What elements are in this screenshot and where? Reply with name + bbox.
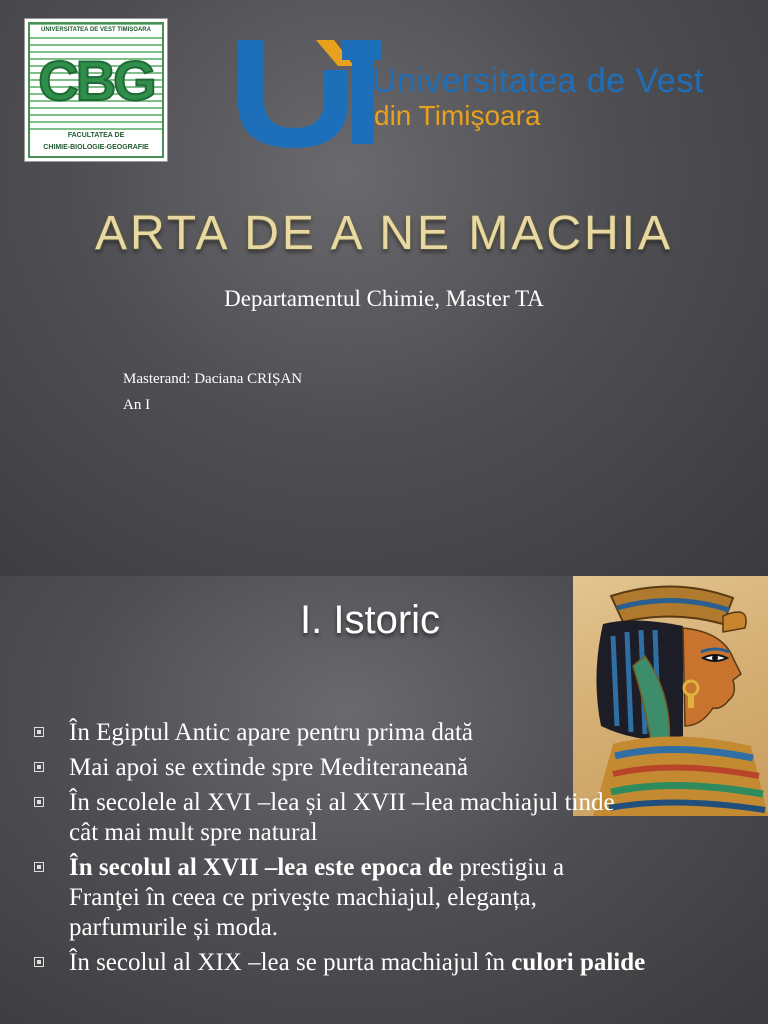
presentation-subtitle: Departamentul Chimie, Master TA (224, 286, 544, 311)
bullet-square-icon (34, 862, 44, 872)
bullet-egypt (34, 718, 768, 748)
cbg-faculty-logo (24, 18, 168, 162)
cbg-logo-bottom-text (30, 130, 162, 154)
cbg-logo-frame (28, 22, 164, 158)
bullet-19th-century (34, 948, 649, 978)
history-slide (0, 576, 768, 1024)
bullet-text: Mai apoi se extinde spre Mediteraneană (69, 754, 469, 781)
uvt-name-line2: din Timişoara (374, 100, 541, 131)
bullet-bold-text: culori palide (511, 949, 646, 976)
section-title: I. Istoric (300, 598, 441, 642)
author-name: Masterand: Daciana CRIȘAN (123, 371, 303, 387)
bullet-square-icon (34, 797, 44, 807)
cbg-logo-bottom-line2: CHIMIE-BIOLOGIE-GEOGRAFIE (43, 144, 149, 151)
author-year: An I (123, 397, 151, 413)
bullet-lead: În secolul al XIX –lea se purta machiajul în (69, 949, 505, 976)
bullet-square-icon (34, 727, 44, 737)
uvt-logo-t-stem (352, 40, 374, 144)
bullet-text: În Egiptul Antic apare pentru prima dată (69, 719, 474, 746)
bullet-square-icon (34, 762, 44, 772)
cbg-logo-bottom-line1: FACULTATEA DE (67, 132, 125, 139)
bullet-bold-lead: În secolul al XVII –lea este epoca de (69, 854, 453, 881)
bullet-text: prestigiu a Franţei în ceea ce priveşte machiajul, eleganța, parfumurile și moda. (69, 854, 565, 941)
bullet-text: În secolele al XVI –lea și al XVII –lea machiajul tinde cât mai mult spre natural (69, 789, 615, 846)
bullet-mediterranean (34, 753, 768, 783)
uvt-name-line1: Universitatea de Vest (372, 62, 704, 100)
author-block (123, 366, 302, 418)
presentation-title: ARTA DE A NE MACHIA (94, 207, 674, 260)
bullet-17th-century-france (34, 853, 629, 943)
bullet-square-icon (34, 957, 44, 967)
history-bullet-list (34, 718, 768, 983)
bullet-16th-17th-century (34, 788, 629, 848)
cbg-logo-top-text: UNIVERSITATEA DE VEST TIMIȘOARA (30, 26, 162, 35)
cbg-logo-letters: CBG (38, 49, 154, 112)
